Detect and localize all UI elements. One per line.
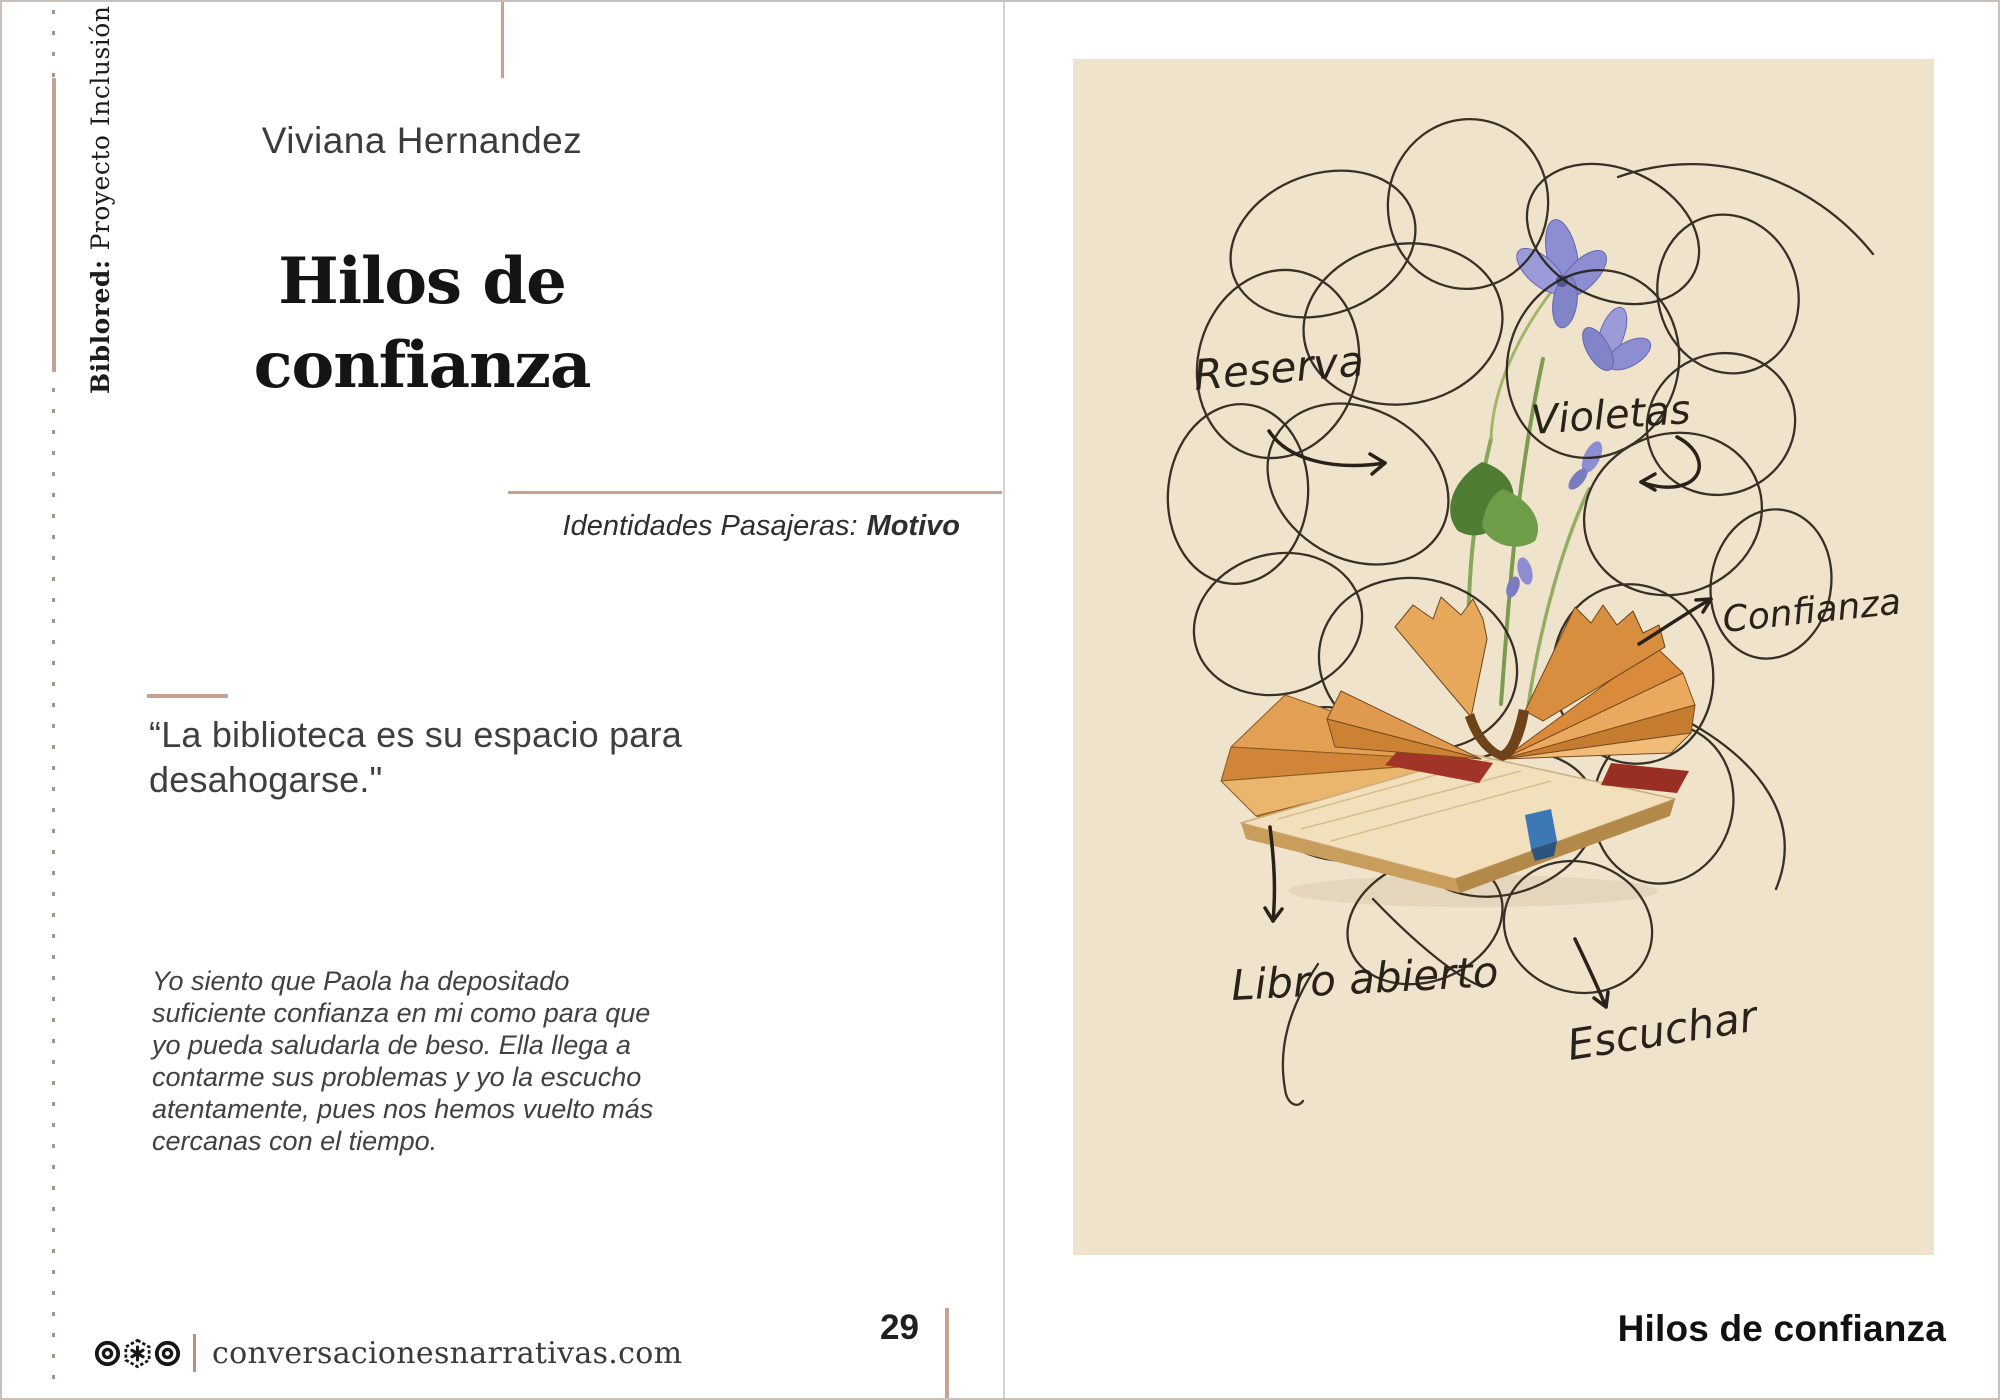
body-line: contarme sus problemas y yo la escucho [152,1062,642,1092]
page-number: 29 [880,1308,919,1347]
open-books [1221,597,1695,907]
green-leaves [1450,462,1538,547]
footer-left [94,1336,682,1370]
circle-dot-icon [94,1340,121,1367]
body-line: cercanas con el tiempo. [152,1126,438,1156]
confianza-arrow [1639,599,1711,644]
side-label-rest: Proyecto Inclusión [86,5,115,251]
label-violetas: Violetas [1529,386,1693,444]
pull-quote [149,712,682,802]
escuchar-arrow [1575,939,1608,1007]
section-kicker [508,510,960,543]
right-footer-title: Hilos de confianza [1617,1308,1946,1349]
body-line: suficiente confianza en mi como para que [152,998,651,1028]
title-line-1: Hilos de [278,244,566,319]
bottom-accent-line [945,1308,949,1400]
label-reserva: Reserva [1191,336,1366,400]
label-libro-abierto: Libro abierto [1229,947,1500,1010]
title-line-2: confianza [253,328,591,403]
page-title [72,240,772,408]
books-and-violets-illustration [1073,59,1934,1255]
quote-line-1: “La biblioteca es su espacio para [149,714,682,755]
body-line: Yo siento que Paola ha depositado [152,966,570,996]
circle-dot-icon [154,1340,181,1367]
reserva-arrow [1269,431,1385,474]
hexagon-asterisk-icon [122,1338,153,1369]
illustration-panel [1073,59,1934,1255]
kicker-prefix: Identidades Pasajeras: [562,510,858,542]
label-confianza: Confianza [1720,581,1904,641]
side-accent-line [52,78,56,372]
title-rule [508,491,1002,494]
label-escuchar: Escuchar [1563,991,1761,1070]
quote-accent-line [147,694,228,698]
quote-line-2: desahogarse." [149,759,383,800]
website-link[interactable]: conversacionesnarrativas.com [212,1335,683,1371]
kicker-bold: Motivo [866,510,960,542]
side-label-bold: Biblored: [86,259,115,394]
body-line: yo pueda saludarla de beso. Ella llega a [152,1030,631,1060]
publisher-logo [94,1338,181,1369]
body-paragraph [152,965,653,1157]
body-line: atentamente, pues nos hemos vuelto más [152,1094,654,1124]
top-accent-line [501,2,504,78]
page-divider [1003,2,1005,1400]
footer-divider-line [193,1334,196,1372]
author-name: Viviana Hernandez [261,120,583,161]
